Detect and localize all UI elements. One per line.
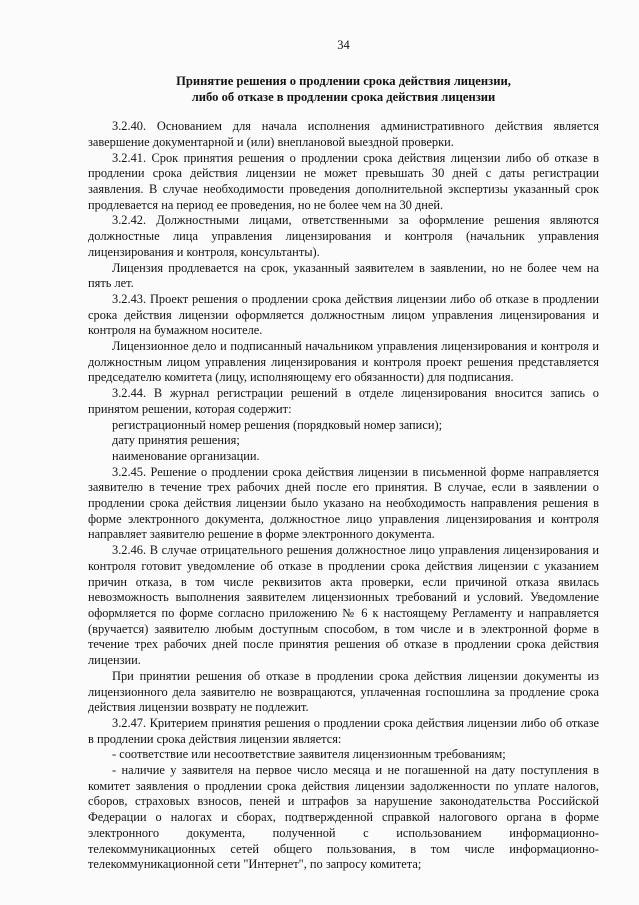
list-item-organization-name: наименование организации. [112, 448, 260, 463]
paragraph-3-2-44: 3.2.44. В журнал регистрации решений в отделе лицензирования вносится запись о принятом решении, которая содержит: [88, 386, 599, 416]
paragraph-license-file: Лицензионное дело и подписанный начальником управления лицензирования и контроля и должностным лицом управления лицензирования и контроля проект решения представляется председателю комитета (лицу, исполняющему его обязанности) для подписания. [88, 339, 599, 385]
paragraph-3-2-40: 3.2.40. Основанием для начала исполнения административного действия является завершение документарной и (или) внеплановой выездной проверки. [88, 119, 599, 149]
list-item-compliance: - соответствие или несоответствие заявителя лицензионным требованиям; [112, 747, 506, 762]
paragraph-refusal-documents: При принятии решения об отказе в продлении срока действия лицензии документы из лицензионного дела заявителю не возвращаются, уплаченная госпошлина за продление срока действия лицензии возврату не подлежит. [88, 668, 599, 715]
paragraph-3-2-42: 3.2.42. Должностными лицами, ответственными за оформление решения являются должностные лица управления лицензирования и контроля (начальник управления лицензирования и контроля, консультанты). [88, 213, 599, 259]
section-title-line-2: либо об отказе в продлении срока действия лицензии [191, 89, 496, 104]
list-item-decision-date: дату принятия решения; [112, 433, 240, 448]
paragraph-license-term: Лицензия продлевается на срок, указанный заявителем в заявлении, но не более чем на пять лет. [88, 260, 599, 291]
section-title [88, 74, 599, 105]
paragraph-3-2-45: 3.2.45. Решение о продлении срока действия лицензии в письменной форме направляется заявителю в течение трех рабочих дней после его принятия. В случае, если в заявлении о продлении срока действия лицензии было указано на необходимость направления решения в форме электронного документа, должностное лицо управления лицензирования и контроля направляет заявителю решение в форме электронного документа. [88, 464, 599, 542]
document-body [88, 119, 599, 873]
page-number: 34 [337, 38, 350, 52]
paragraph-3-2-41: 3.2.41. Срок принятия решения о продлении срока действия лицензии либо об отказе в продлении срока действия лицензии не может превышать 30 дней с даты регистрации заявления. В случае необходимости проведения дополнительной экспертизы указанный срок продлевается на период ее проведения, но не более чем на 30 дней. [88, 150, 599, 212]
section-title-line-1: Принятие решения о продлении срока действия лицензии, [176, 74, 511, 88]
list-item-registration-number: регистрационный номер решения (порядковый номер записи); [112, 417, 443, 432]
list-item-tax-debt: - наличие у заявителя на первое число месяца и не погашенной на дату поступления в комитет заявления о продлении срока действия лицензии задолженности по уплате налогов, сборов, страховых взносов, пеней и штрафов за нарушение законодательства Российской Федерации о налогах и сборах, подтвержденной справкой налогового органа в форме электронного документа, полученной с использованием информационно-телекоммуникационных сетей общего пользования, в том числе информационно-телекоммуникационной сети "Интернет", по запросу комитета; [88, 763, 599, 872]
paragraph-3-2-47: 3.2.47. Критерием принятия решения о продлении срока действия лицензии либо об отказе в продлении срока действия лицензии является: [88, 715, 599, 746]
paragraph-3-2-46: 3.2.46. В случае отрицательного решения должностное лицо управления лицензирования и контроля готовит уведомление об отказе в продлении срока действия лицензии с указанием причин отказа, в том числе реквизитов акта проверки, если причиной отказа явилась невозможность выполнения заявителем лицензионных требований и условий. Уведомление оформляется по форме согласно приложению № 6 к настоящему Регламенту и направляется (вручается) заявителю любым доступным способом, в том числе и в электронной форме в течение трех рабочих дней после принятия решения об отказе в продлении срока действия лицензии. [88, 543, 599, 668]
paragraph-3-2-43: 3.2.43. Проект решения о продлении срока действия лицензии либо об отказе в продлении срока действия лицензии оформляется должностным лицом управления лицензирования и контроля на бумажном носителе. [88, 291, 599, 338]
